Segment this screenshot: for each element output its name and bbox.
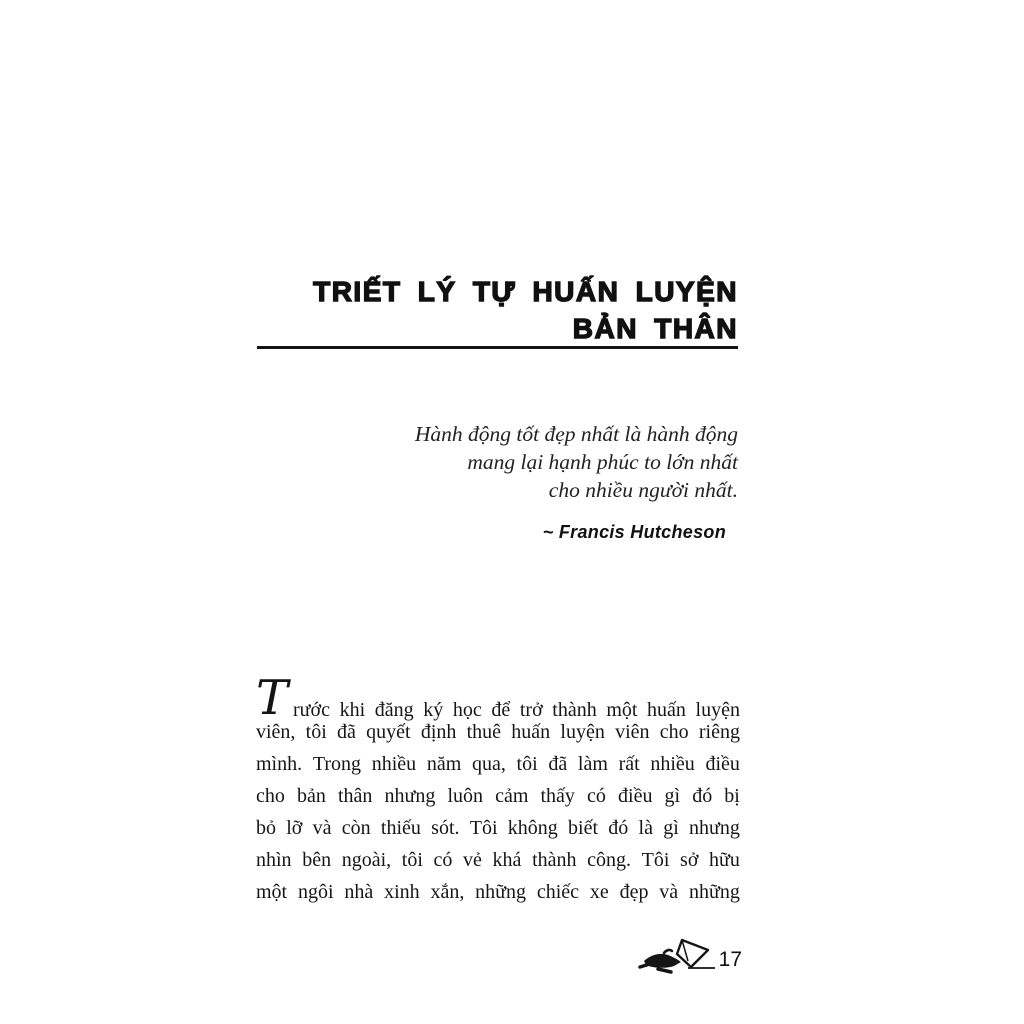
chapter-title	[256, 273, 738, 347]
quote-line: Hành động tốt đẹp nhất là hành động	[414, 422, 738, 446]
quote-line: mang lại hạnh phúc to lớn nhất	[467, 450, 738, 474]
chapter-title-line-1: TRIẾT LÝ TỰ HUẤN LUYỆN	[313, 276, 738, 307]
diving-figure-icon	[638, 938, 716, 974]
body-line-5: bỏ lỡ và còn thiếu sót. Tôi không biết đó là gì nhưng	[256, 817, 740, 839]
chapter-title-line-2: BẢN THÂN	[572, 313, 738, 344]
body-paragraph	[256, 670, 740, 908]
page-footer	[600, 936, 742, 976]
body-line-7: một ngôi nhà xinh xắn, những chiếc xe đẹp và những	[256, 881, 740, 903]
title-divider-rule	[257, 346, 738, 349]
body-line-3: mình. Trong nhiều năm qua, tôi đã làm rất nhiều điều	[256, 753, 740, 775]
quote-attribution: ~ Francis Hutcheson	[542, 522, 726, 542]
page-number: 17	[718, 948, 742, 971]
body-line-6: nhìn bên ngoài, tôi có vẻ khá thành công. Tôi sở hữu	[256, 849, 740, 871]
body-line-1	[256, 670, 740, 726]
drop-cap-letter: T	[256, 670, 289, 726]
quote-line: cho nhiều người nhất.	[548, 478, 738, 502]
body-line-2: viên, tôi đã quyết định thuê huấn luyện viên cho riêng	[256, 721, 740, 743]
body-line-4: cho bản thân nhưng luôn cảm thấy có điều gì đó bị	[256, 785, 740, 807]
body-line-text: rước khi đăng ký học để trở thành một huấn luyện	[293, 699, 740, 721]
epigraph-quote	[256, 420, 738, 546]
